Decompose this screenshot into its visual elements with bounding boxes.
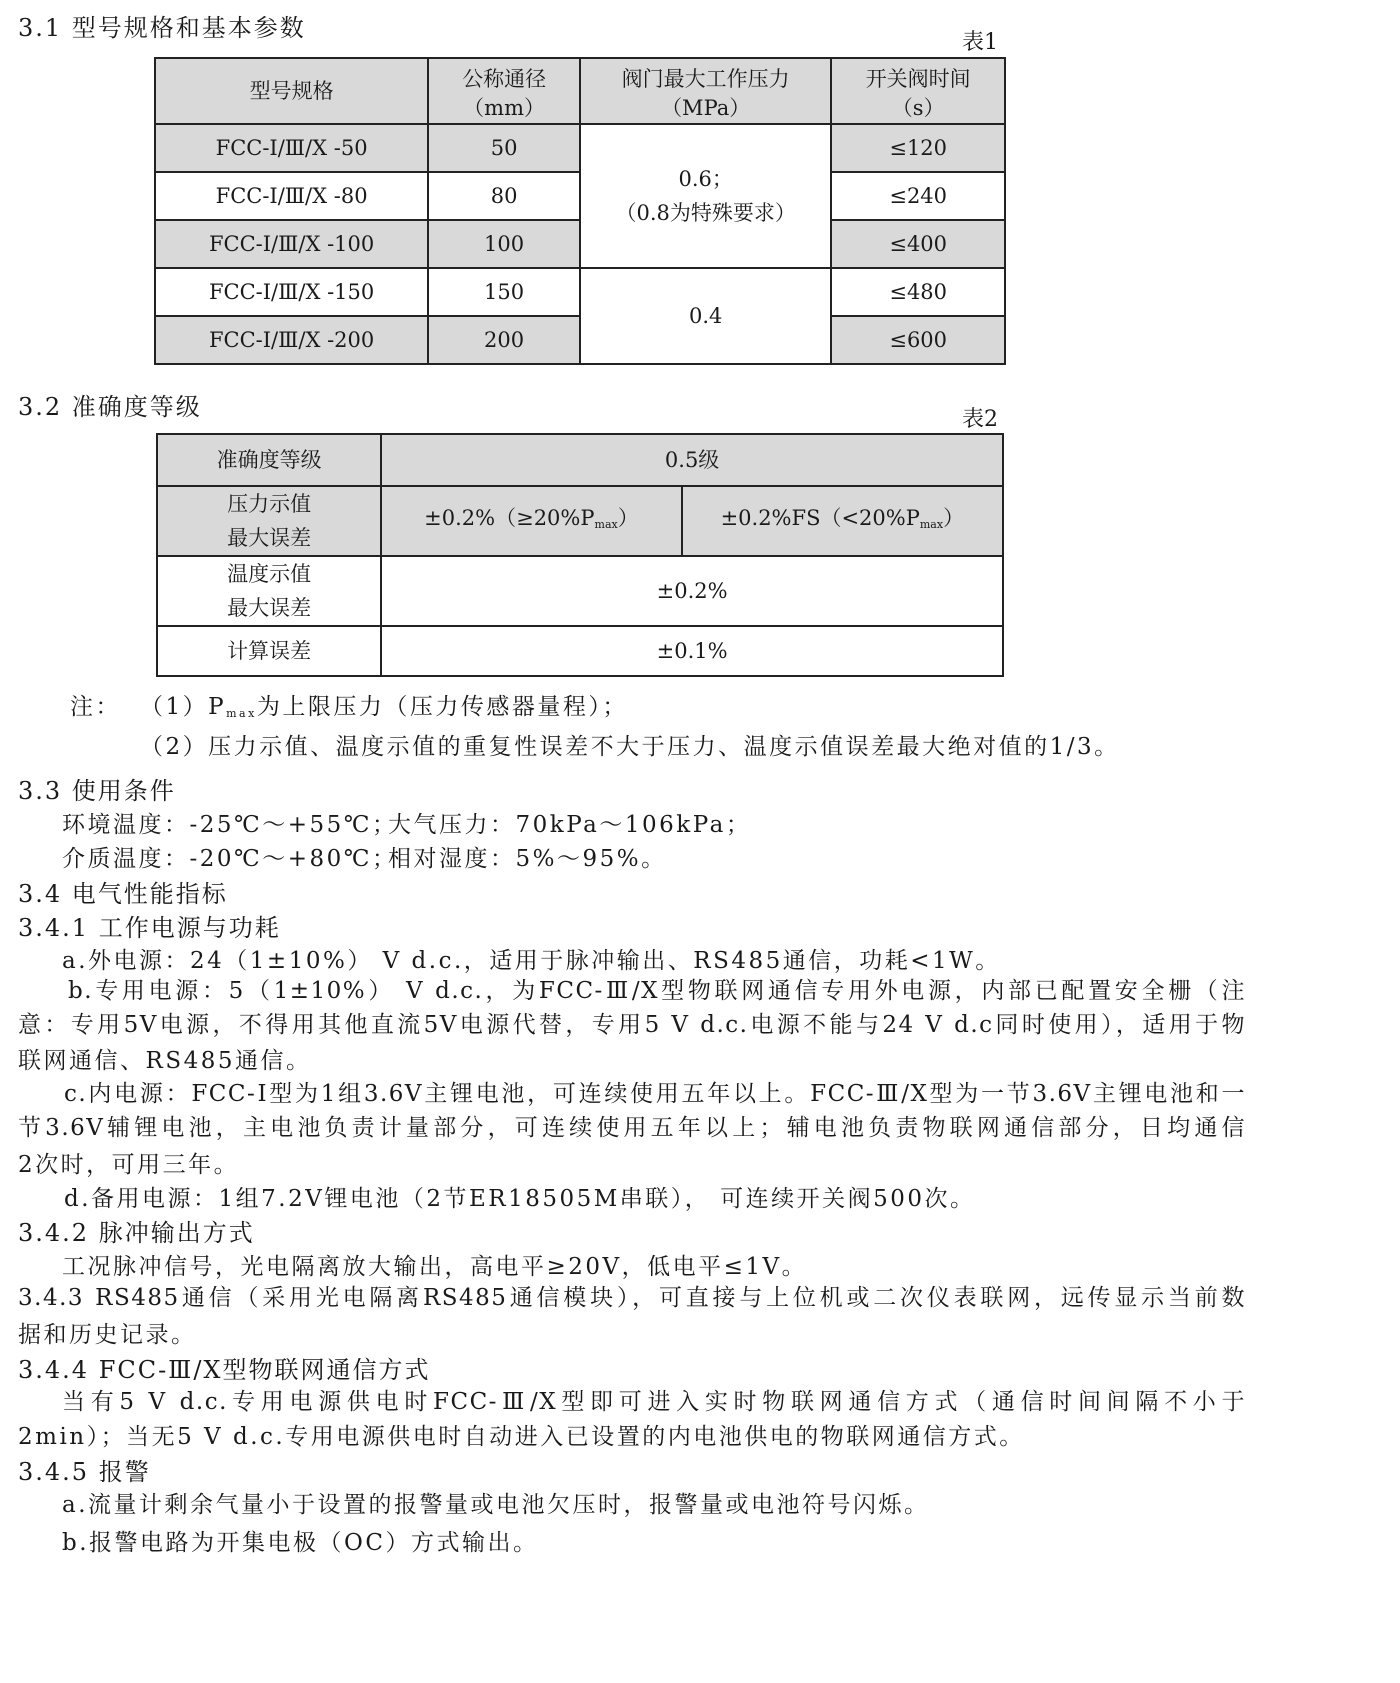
t2-pressure-value-a: $\pm 0.2\%(\ge 20\%P_{max})$	[381, 486, 681, 556]
t1-diameter: 100	[428, 220, 580, 268]
t2-calc-label: 计算误差	[157, 626, 381, 676]
iot-line2: 2min）；当无5 V d.c.专用电源供电时自动进入已设置的内电池供电的物联网通信方式。	[18, 1424, 1025, 1450]
power-a: a.外电源：24（1±10%） V d.c.，适用于脉冲输出、RS485通信，功耗<1W。	[62, 948, 1001, 974]
t1-model: FCC-Ⅰ/Ⅲ/X -100	[155, 220, 428, 268]
section-3-3-title: 3.3 使用条件	[18, 777, 176, 805]
t1-time: ≤600	[831, 316, 1005, 364]
notes-label: 注：	[70, 694, 121, 720]
table2-caption: 表2	[962, 407, 998, 432]
section-3-4-4-title: 3.4.4 FCC-Ⅲ/X型物联网通信方式	[18, 1356, 431, 1384]
alarm-a: a.流量计剩余气量小于设置的报警量或电池欠压时，报警量或电池符号闪烁。	[62, 1492, 930, 1518]
t1-time: ≤240	[831, 172, 1005, 220]
medium-temp: 介质温度：-20℃～+80℃；	[62, 846, 398, 872]
atm-pressure: 大气压力：70kPa～106kPa；	[388, 812, 752, 838]
power-b-line3: 联网通信、RS485通信。	[18, 1048, 312, 1074]
t2-pressure-label: 压力示值 最大误差	[157, 486, 381, 556]
section-3-4-2-title: 3.4.2 脉冲输出方式	[18, 1219, 255, 1247]
t2-pressure-value-b: $\pm 0.2\%FS(<20\%P_{max})$	[682, 486, 1003, 556]
humidity: 相对湿度：5%～95%。	[388, 846, 667, 872]
note-2: （2）压力示值、温度示值的重复性误差不大于压力、温度示值误差最大绝对值的1/3。	[140, 734, 1120, 760]
t1-model: FCC-Ⅰ/Ⅲ/X -200	[155, 316, 428, 364]
alarm-b: b.报警电路为开集电极（OC）方式输出。	[62, 1530, 539, 1556]
t1-diameter: 50	[428, 124, 580, 172]
rs485-line1: 3.4.3 RS485通信（采用光电隔离RS485通信模块），可直接与上位机或二次仪表联网，远传显示当前数	[18, 1285, 1246, 1311]
t1-model: FCC-Ⅰ/Ⅲ/X -150	[155, 268, 428, 316]
table2	[156, 433, 1004, 677]
t1-header-diameter: 公称通径 （mm）	[428, 58, 580, 124]
table1	[154, 57, 1006, 365]
power-b-line2: 意：专用5V电源，不得用其他直流5V电源代替，专用5 V d.c.电源不能与24 V d.c同时使用），适用于物	[18, 1012, 1246, 1038]
section-3-4-5-title: 3.4.5 报警	[18, 1458, 151, 1486]
t1-model: FCC-Ⅰ/Ⅲ/X -50	[155, 124, 428, 172]
power-d: d.备用电源：1组7.2V锂电池（2节ER18505M串联）， 可连续开关阀500次。	[64, 1186, 976, 1212]
t1-time: ≤400	[831, 220, 1005, 268]
section-3-2-title: 3.2 准确度等级	[18, 393, 202, 421]
t2-temp-label: 温度示值 最大误差	[157, 556, 381, 626]
power-c-line2: 节3.6V辅锂电池，主电池负责计量部分，可连续使用五年以上；辅电池负责物联网通信部分，日均通信	[18, 1115, 1246, 1141]
t2-header-grade: 准确度等级	[157, 434, 381, 486]
t2-temp-value: ±0.2%	[381, 556, 1003, 626]
t1-diameter: 150	[428, 268, 580, 316]
t1-time: ≤480	[831, 268, 1005, 316]
t1-header-pressure: 阀门最大工作压力 （MPa）	[580, 58, 831, 124]
env-temp: 环境温度：-25℃～+55℃；	[62, 812, 398, 838]
table1-caption: 表1	[962, 30, 998, 55]
t2-calc-value: ±0.1%	[381, 626, 1003, 676]
pulse-text: 工况脉冲信号，光电隔离放大输出，高电平≥20V，低电平≤1V。	[62, 1254, 808, 1280]
iot-line1: 当有5 V d.c.专用电源供电时FCC-Ⅲ/X型即可进入实时物联网通信方式（通信时间间隔不小于	[62, 1389, 1246, 1415]
t1-header-model: 型号规格	[155, 58, 428, 124]
t1-pressure-b: 0.4	[580, 268, 831, 364]
t2-header-value: 0.5级	[381, 434, 1003, 486]
t1-diameter: 80	[428, 172, 580, 220]
t1-header-time: 开关阀时间 （s）	[831, 58, 1005, 124]
power-b-line1: b.专用电源：5（1±10%） V d.c.，为FCC-Ⅲ/X型物联网通信专用外电源，内部已配置安全栅（注	[68, 978, 1246, 1004]
t1-model: FCC-Ⅰ/Ⅲ/X -80	[155, 172, 428, 220]
power-c-line1: c.内电源：FCC-Ⅰ型为1组3.6V主锂电池，可连续使用五年以上。FCC-Ⅲ/X型为一节3.6V主锂电池和一	[64, 1081, 1246, 1107]
note-1: $(1)P_{max}$为上限压力（压力传感器量程）；	[140, 694, 628, 720]
section-3-4-1-title: 3.4.1 工作电源与功耗	[18, 914, 281, 942]
section-3-1-title: 3.1 型号规格和基本参数	[18, 14, 306, 42]
t1-diameter: 200	[428, 316, 580, 364]
power-c-line3: 2次时，可用三年。	[18, 1152, 240, 1178]
rs485-line2: 据和历史记录。	[18, 1322, 197, 1348]
t1-time: ≤120	[831, 124, 1005, 172]
section-3-4-title: 3.4 电气性能指标	[18, 880, 228, 908]
t1-pressure-a: 0.6； （0.8为特殊要求）	[580, 124, 831, 268]
